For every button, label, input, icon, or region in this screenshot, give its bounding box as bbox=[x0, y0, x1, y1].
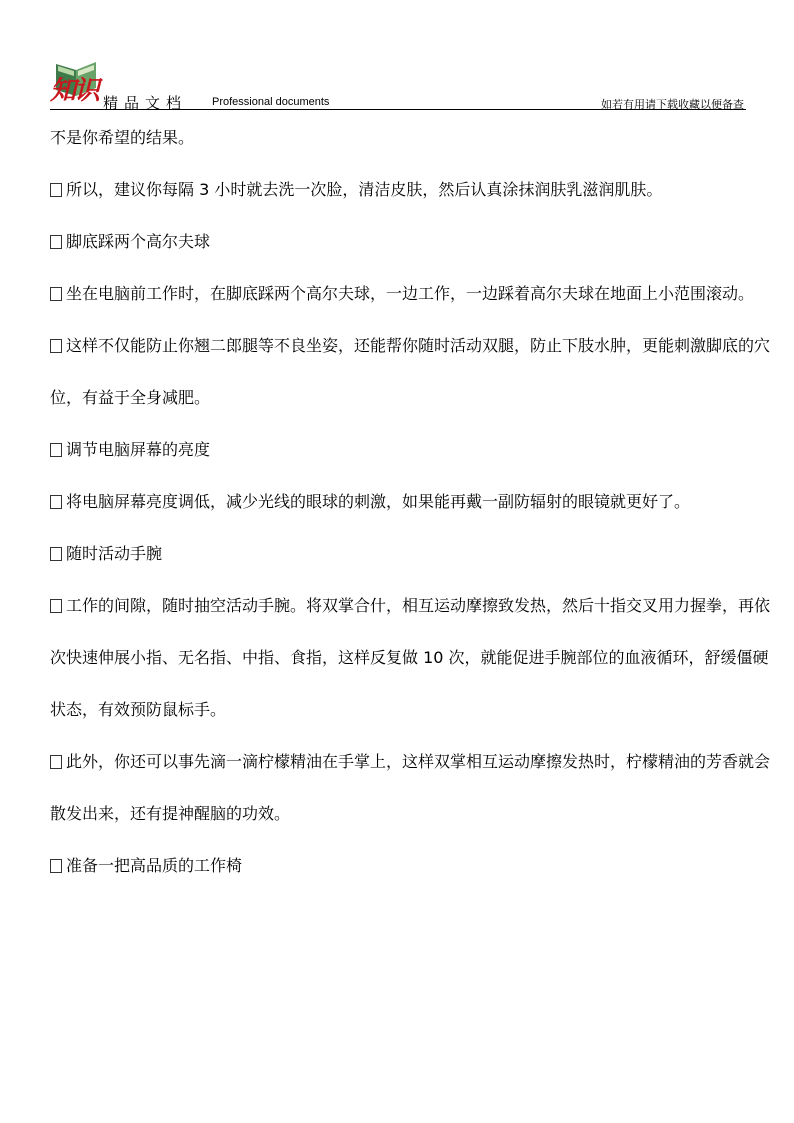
logo-lettering: 知识 bbox=[50, 76, 99, 106]
paragraph: 将电脑屏幕亮度调低，减少光线的眼球的刺激，如果能再戴一副防辐射的眼镜就更好了。 bbox=[50, 476, 770, 528]
bullet-box-icon bbox=[50, 287, 62, 301]
paragraph-heading: 调节电脑屏幕的亮度 bbox=[50, 424, 770, 476]
paragraph-heading: 随时活动手腕 bbox=[50, 528, 770, 580]
bullet-box-icon bbox=[50, 859, 62, 873]
paragraph-heading: 脚底踩两个高尔夫球 bbox=[50, 216, 770, 268]
paragraph: 坐在电脑前工作时，在脚底踩两个高尔夫球，一边工作，一边踩着高尔夫球在地面上小范围滚动。 bbox=[50, 268, 770, 320]
bullet-box-icon bbox=[50, 339, 62, 353]
bullet-box-icon bbox=[50, 235, 62, 249]
paragraph: 这样不仅能防止你翘二郎腿等不良坐姿，还能帮你随时活动双腿，防止下肢水肿，更能刺激脚底的穴位，有益于全身减肥。 bbox=[50, 336, 771, 407]
paragraph: 工作的间隙，随时抽空活动手腕。将双掌合什，相互运动摩擦致发热，然后十指交叉用力握拳，再依次快速伸展小指、无名指、中指、食指，这样反复做 10 次，就能促进手腕部位的血液循环，舒缓僵硬状态，有效预防鼠标手。 bbox=[50, 596, 771, 719]
bullet-box-icon bbox=[50, 183, 62, 197]
header-divider bbox=[50, 109, 746, 110]
brand-subtitle: Professional documents bbox=[212, 96, 330, 108]
bullet-box-icon bbox=[50, 599, 62, 613]
page-header bbox=[0, 0, 794, 112]
paragraph: 所以，建议你每隔 3 小时就去洗一次脸，清洁皮肤，然后认真涂抹润肤乳滋润肌肤。 bbox=[50, 164, 770, 216]
brand-title: 精品文档 bbox=[103, 94, 188, 112]
header-tagline: 如若有用请下载收藏以便备查 bbox=[601, 99, 744, 111]
bullet-box-icon bbox=[50, 547, 62, 561]
bullet-box-icon bbox=[50, 495, 62, 509]
paragraph: 不是你希望的结果。 bbox=[50, 128, 195, 147]
paragraph-heading: 准备一把高品质的工作椅 bbox=[50, 840, 770, 892]
bullet-box-icon bbox=[50, 443, 62, 457]
bullet-box-icon bbox=[50, 755, 62, 769]
paragraph: 此外，你还可以事先滴一滴柠檬精油在手掌上，这样双掌相互运动摩擦发热时，柠檬精油的芳香就会散发出来，还有提神醒脑的功效。 bbox=[50, 752, 771, 823]
document-body bbox=[50, 112, 770, 892]
